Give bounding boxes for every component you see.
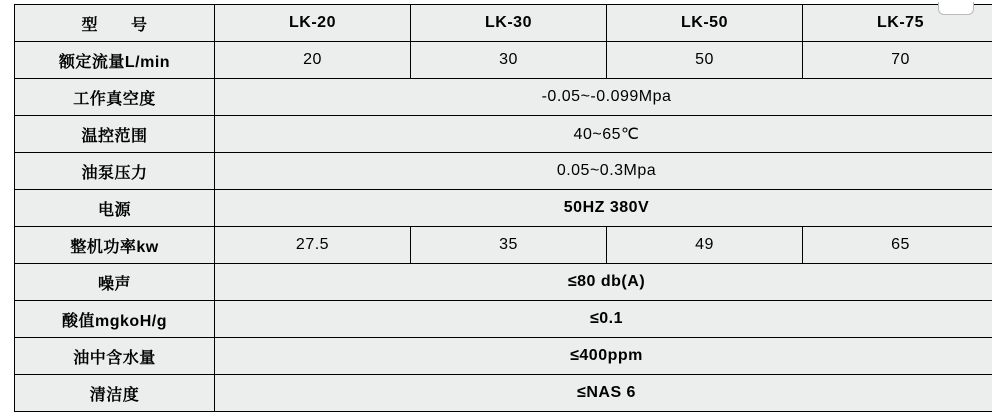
table-header-row bbox=[15, 5, 992, 42]
spec-sheet bbox=[0, 4, 992, 418]
header-model-3: LK-50 bbox=[607, 5, 803, 42]
cell-working-vacuum: -0.05~-0.099Mpa bbox=[215, 79, 992, 116]
cell-rated-flow-3: 50 bbox=[607, 42, 803, 79]
cell-total-power-2: 35 bbox=[411, 227, 607, 264]
row-label-noise: 噪声 bbox=[15, 264, 215, 301]
specification-table bbox=[14, 4, 992, 412]
table-row bbox=[15, 301, 992, 338]
cell-total-power-3: 49 bbox=[607, 227, 803, 264]
header-model-2: LK-30 bbox=[411, 5, 607, 42]
row-label-rated-flow: 额定流量L/min bbox=[15, 42, 215, 79]
table-row bbox=[15, 79, 992, 116]
cell-water-content: ≤400ppm bbox=[215, 338, 992, 375]
header-model-4: LK-75 bbox=[803, 5, 992, 42]
header-model-1: LK-20 bbox=[215, 5, 411, 42]
cell-oil-pump-pressure: 0.05~0.3Mpa bbox=[215, 153, 992, 190]
header-label-model: 型 号 bbox=[15, 5, 215, 42]
table-row bbox=[15, 264, 992, 301]
row-label-water-content: 油中含水量 bbox=[15, 338, 215, 375]
cell-cleanliness: ≤NAS 6 bbox=[215, 375, 992, 412]
cell-rated-flow-1: 20 bbox=[215, 42, 411, 79]
corner-mark bbox=[938, 2, 974, 15]
row-label-total-power: 整机功率kw bbox=[15, 227, 215, 264]
cell-temperature-range: 40~65℃ bbox=[215, 116, 992, 153]
cell-power-supply: 50HZ 380V bbox=[215, 190, 992, 227]
row-label-temperature-range: 温控范围 bbox=[15, 116, 215, 153]
table-row bbox=[15, 375, 992, 412]
table-row bbox=[15, 227, 992, 264]
cell-acid-value: ≤0.1 bbox=[215, 301, 992, 338]
row-label-working-vacuum: 工作真空度 bbox=[15, 79, 215, 116]
cell-rated-flow-2: 30 bbox=[411, 42, 607, 79]
cell-total-power-1: 27.5 bbox=[215, 227, 411, 264]
table-row bbox=[15, 42, 992, 79]
table-row bbox=[15, 338, 992, 375]
cell-noise: ≤80 db(A) bbox=[215, 264, 992, 301]
row-label-acid-value: 酸值mgkoH/g bbox=[15, 301, 215, 338]
cell-total-power-4: 65 bbox=[803, 227, 992, 264]
table-row bbox=[15, 116, 992, 153]
row-label-cleanliness: 清洁度 bbox=[15, 375, 215, 412]
table-row bbox=[15, 190, 992, 227]
row-label-oil-pump-pressure: 油泵压力 bbox=[15, 153, 215, 190]
cell-rated-flow-4: 70 bbox=[803, 42, 992, 79]
table-row bbox=[15, 153, 992, 190]
row-label-power-supply: 电源 bbox=[15, 190, 215, 227]
